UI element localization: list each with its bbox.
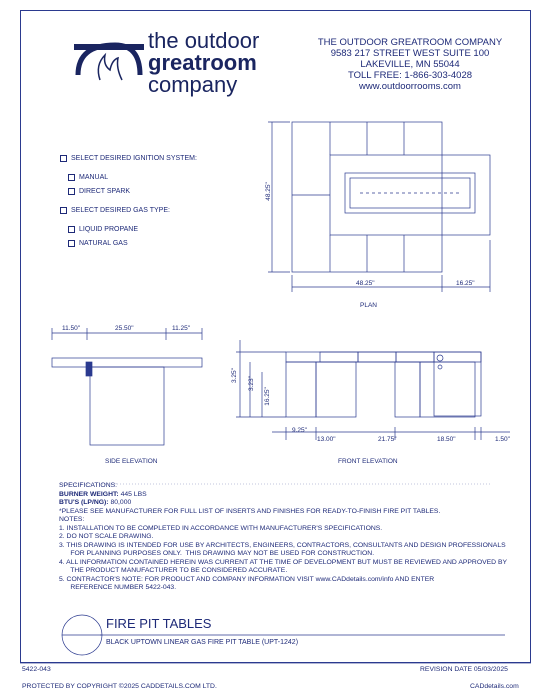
- logo-line3: company: [148, 72, 238, 97]
- liquid-propane-label: LIQUID PROPANE: [79, 226, 138, 233]
- company-name: THE OUTDOOR GREATROOM COMPANY: [317, 37, 503, 48]
- btu-value: 80,000: [110, 499, 132, 506]
- title-block-subtitle: BLACK UPTOWN LINEAR GAS FIRE PIT TABLE (UPT-1242): [106, 639, 299, 646]
- plan-drawing: [268, 122, 490, 292]
- weight-value: 445 LBS: [120, 490, 147, 498]
- manual-label: MANUAL: [79, 174, 109, 181]
- note-2: 2. DO NOT SCALE DRAWING.: [59, 533, 154, 540]
- manual-option[interactable]: [68, 174, 108, 181]
- gas-type-title: SELECT DESIRED GAS TYPE:: [71, 207, 170, 214]
- note-3b: FOR PLANNING PURPOSES ONLY. THIS DRAWING MAY NOT BE USED FOR CONSTRUCTION.: [59, 550, 375, 557]
- logo-line2: greatroom: [148, 50, 257, 75]
- notes-heading: NOTES:: [59, 516, 85, 523]
- btu-label: BTU'S (LP/NG):: [59, 499, 109, 506]
- footer-revision: REVISION DATE 05/03/2025: [420, 666, 508, 673]
- liquid-propane-option[interactable]: [68, 226, 138, 233]
- natural-gas-option[interactable]: [68, 240, 128, 247]
- company-website[interactable]: www.outdoorrooms.com: [359, 81, 461, 92]
- ignition-option[interactable]: [60, 155, 197, 162]
- specs-notes: [59, 482, 507, 593]
- front-dim-2175: 21.75": [378, 436, 397, 443]
- direct-spark-option[interactable]: [68, 188, 130, 195]
- company-phone: TOLL FREE: 1-866-303-4028: [347, 70, 473, 81]
- plan-offset-dim: 16.25": [456, 280, 475, 287]
- company-info: [300, 37, 520, 92]
- direct-spark-checkbox[interactable]: [68, 188, 75, 195]
- footer-ref-number: 5422-043: [22, 666, 51, 673]
- side-dim-right: 11.25": [172, 325, 191, 332]
- specs-heading: SPECIFICATIONS:: [59, 482, 118, 489]
- gas-type-checkbox[interactable]: [60, 207, 67, 214]
- plan-height-dim: 48.25": [264, 182, 272, 201]
- liquid-propane-checkbox[interactable]: [68, 226, 75, 233]
- ignition-title: SELECT DESIRED IGNITION SYSTEM:: [71, 155, 197, 162]
- front-elevation-drawing: [236, 340, 510, 440]
- logo-line1: the outdoor: [148, 28, 260, 53]
- title-circle-icon: [62, 615, 102, 655]
- weight-label: BURNER WEIGHT:: [59, 490, 119, 498]
- front-dim-1625: 16.25": [263, 387, 271, 406]
- front-dim-925: 9.25": [292, 427, 307, 434]
- title-block-title: FIRE PIT TABLES: [106, 616, 212, 631]
- direct-spark-label: DIRECT SPARK: [79, 188, 131, 195]
- natural-gas-checkbox[interactable]: [68, 240, 75, 247]
- front-dim-323: 3.23": [247, 376, 255, 391]
- note-1: 1. INSTALLATION TO BE COMPLETED IN ACCORDANCE WITH MANUFACTURER'S SPECIFICATIONS.: [59, 524, 383, 532]
- ignition-checkbox[interactable]: [60, 155, 67, 162]
- front-dim-1850: 18.50": [437, 436, 456, 443]
- note-5b: REFERENCE NUMBER 5422-043.: [59, 584, 177, 591]
- company-logo: [148, 30, 259, 96]
- front-elevation-label: FRONT ELEVATION: [338, 458, 398, 465]
- note-inserts: *PLEASE SEE MANUFACTURER FOR FULL LIST OF INSERTS AND FINISHES FOR READY-TO-FINISH FIRE PIT TABLES.: [59, 507, 441, 515]
- plan-width-dim: 48.25": [356, 280, 375, 287]
- footer-copyright: PROTECTED BY COPYRIGHT ©2025 CADDETAILS.COM LTD.: [22, 683, 217, 690]
- note-4b: THE PRODUCT MANUFACTURER TO BE CONSIDERED ACCURATE.: [59, 567, 288, 574]
- side-elevation-drawing: [52, 328, 202, 445]
- front-dim-150: 1.50": [495, 436, 510, 443]
- footer-brand[interactable]: CADdetails.com: [470, 683, 519, 690]
- side-elevation-label: SIDE ELEVATION: [105, 458, 158, 465]
- side-dim-mid: 25.50": [115, 325, 134, 332]
- natural-gas-label: NATURAL GAS: [79, 240, 128, 247]
- front-dim-1300: 13.00": [317, 436, 336, 443]
- company-address2: LAKEVILLE, MN 55044: [360, 59, 460, 70]
- front-dim-325: 3.25": [230, 368, 238, 383]
- note-5a: 5. CONTRACTOR'S NOTE: FOR PRODUCT AND COMPANY INFORMATION VISIT www.CADdetails.com/info AND ENTER: [59, 575, 435, 583]
- side-dim-left: 11.50": [62, 325, 81, 332]
- note-3a: 3. THIS DRAWING IS INTENDED FOR USE BY ARCHITECTS, ENGINEERS, CONTRACTORS, CONSULTANTS AND DESIGN PROFESSIONALS: [59, 541, 506, 549]
- logo-arch-icon: [74, 44, 144, 80]
- gas-type-option[interactable]: [60, 207, 170, 214]
- plan-label: PLAN: [360, 302, 377, 309]
- manual-checkbox[interactable]: [68, 174, 75, 181]
- company-address1: 9583 217 STREET WEST SUITE 100: [330, 48, 490, 59]
- note-4a: 4. ALL INFORMATION CONTAINED HEREIN WAS CURRENT AT THE TIME OF DEVELOPMENT BUT MUST BE REVIEWED AND APPROVED BY: [59, 558, 508, 566]
